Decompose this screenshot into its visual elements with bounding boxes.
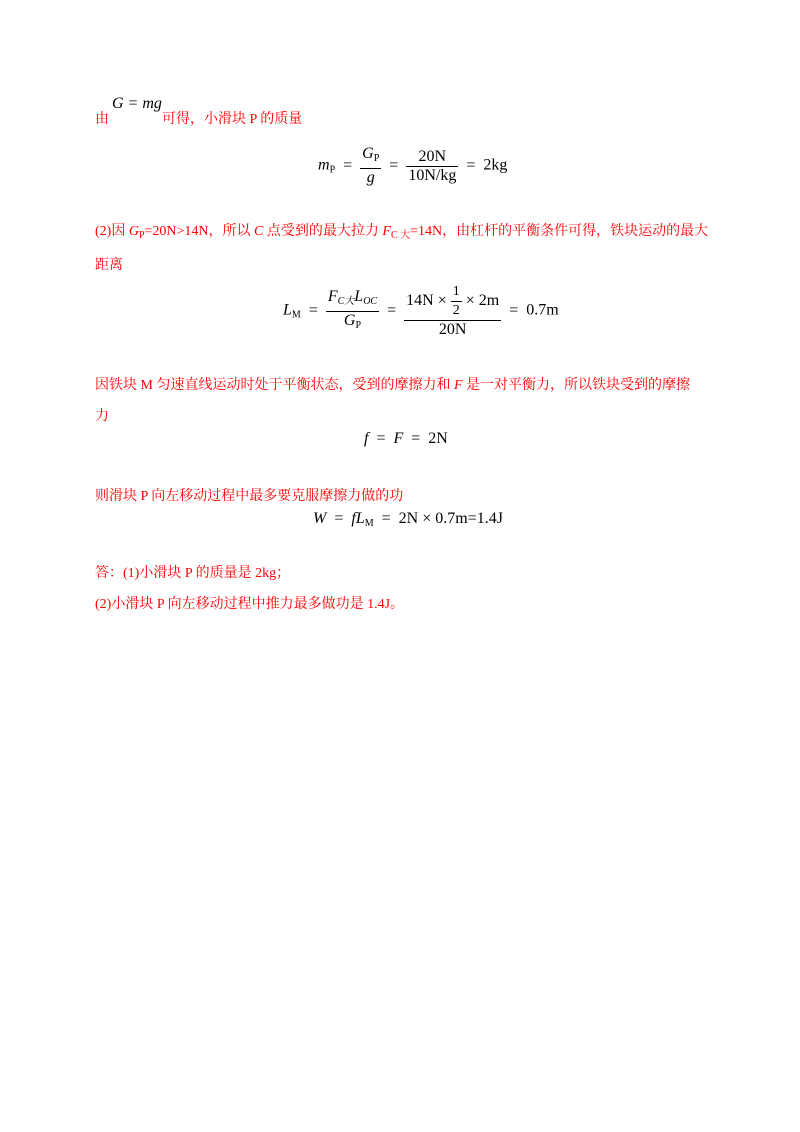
equation-distance: $L_M$ = $\frac{F_{C大}L_{OC}}{G_P}$ = 14N × $\frac{1}{2}$ × 2m 20N = 0.7m — [283, 284, 559, 338]
answer-line-1: 答：(1)小滑块 P 的质量是 2kg； — [95, 566, 291, 581]
equation-mass: $m_P$ = $\frac{G_P}{g}$ = $\frac{20N}{10N/kg}$ = 2kg — [318, 145, 508, 186]
fraction-moment: $\frac{F_{C大}L_{OC}}{G_P}$ — [327, 287, 378, 331]
paragraph-2-line-2: 距离 — [95, 258, 123, 273]
formula-g-mg: G = mg — [112, 95, 162, 112]
mass-result: 2kg — [483, 156, 508, 174]
fraction-distance-values: 14N × $\frac{1}{2}$ × 2m 20N — [406, 284, 500, 338]
paragraph-3-line-1: 因铁块 M 匀速直线运动时处于平衡状态，受到的摩擦力和 F 是一对平衡力，所以铁块受到的摩擦 — [95, 378, 691, 393]
intro-line — [95, 108, 109, 128]
fraction-values: $\frac{20N}{10N/kg}$ — [408, 147, 457, 184]
paragraph-4: 则滑块 P 向左移动过程中最多要克服摩擦力做的功 — [95, 489, 404, 504]
intro-suffix: 可得，小滑块 P 的质量 — [162, 112, 303, 127]
equation-friction: f = F = 2N — [364, 430, 448, 447]
paragraph-3-line-2: 力 — [95, 409, 109, 424]
equation-work: $W = fL_M = 2N \times 0.7m=1.4J$ — [313, 510, 503, 529]
paragraph-2-line-1: (2)因 $G_P=20N>14N$，所以 C 点受到的最大拉力 $F_{C 大}=14N$，由杠杆的平衡条件可得，铁块运动的最大 — [95, 224, 709, 241]
answer-line-2: (2)小滑块 P 向左移动过程中推力最多做功是 1.4J。 — [95, 597, 405, 612]
distance-result: 0.7m — [526, 301, 559, 319]
intro-prefix: 由 — [95, 112, 109, 127]
fraction-gp-g: $\frac{G_P}{g}$ — [362, 145, 380, 186]
